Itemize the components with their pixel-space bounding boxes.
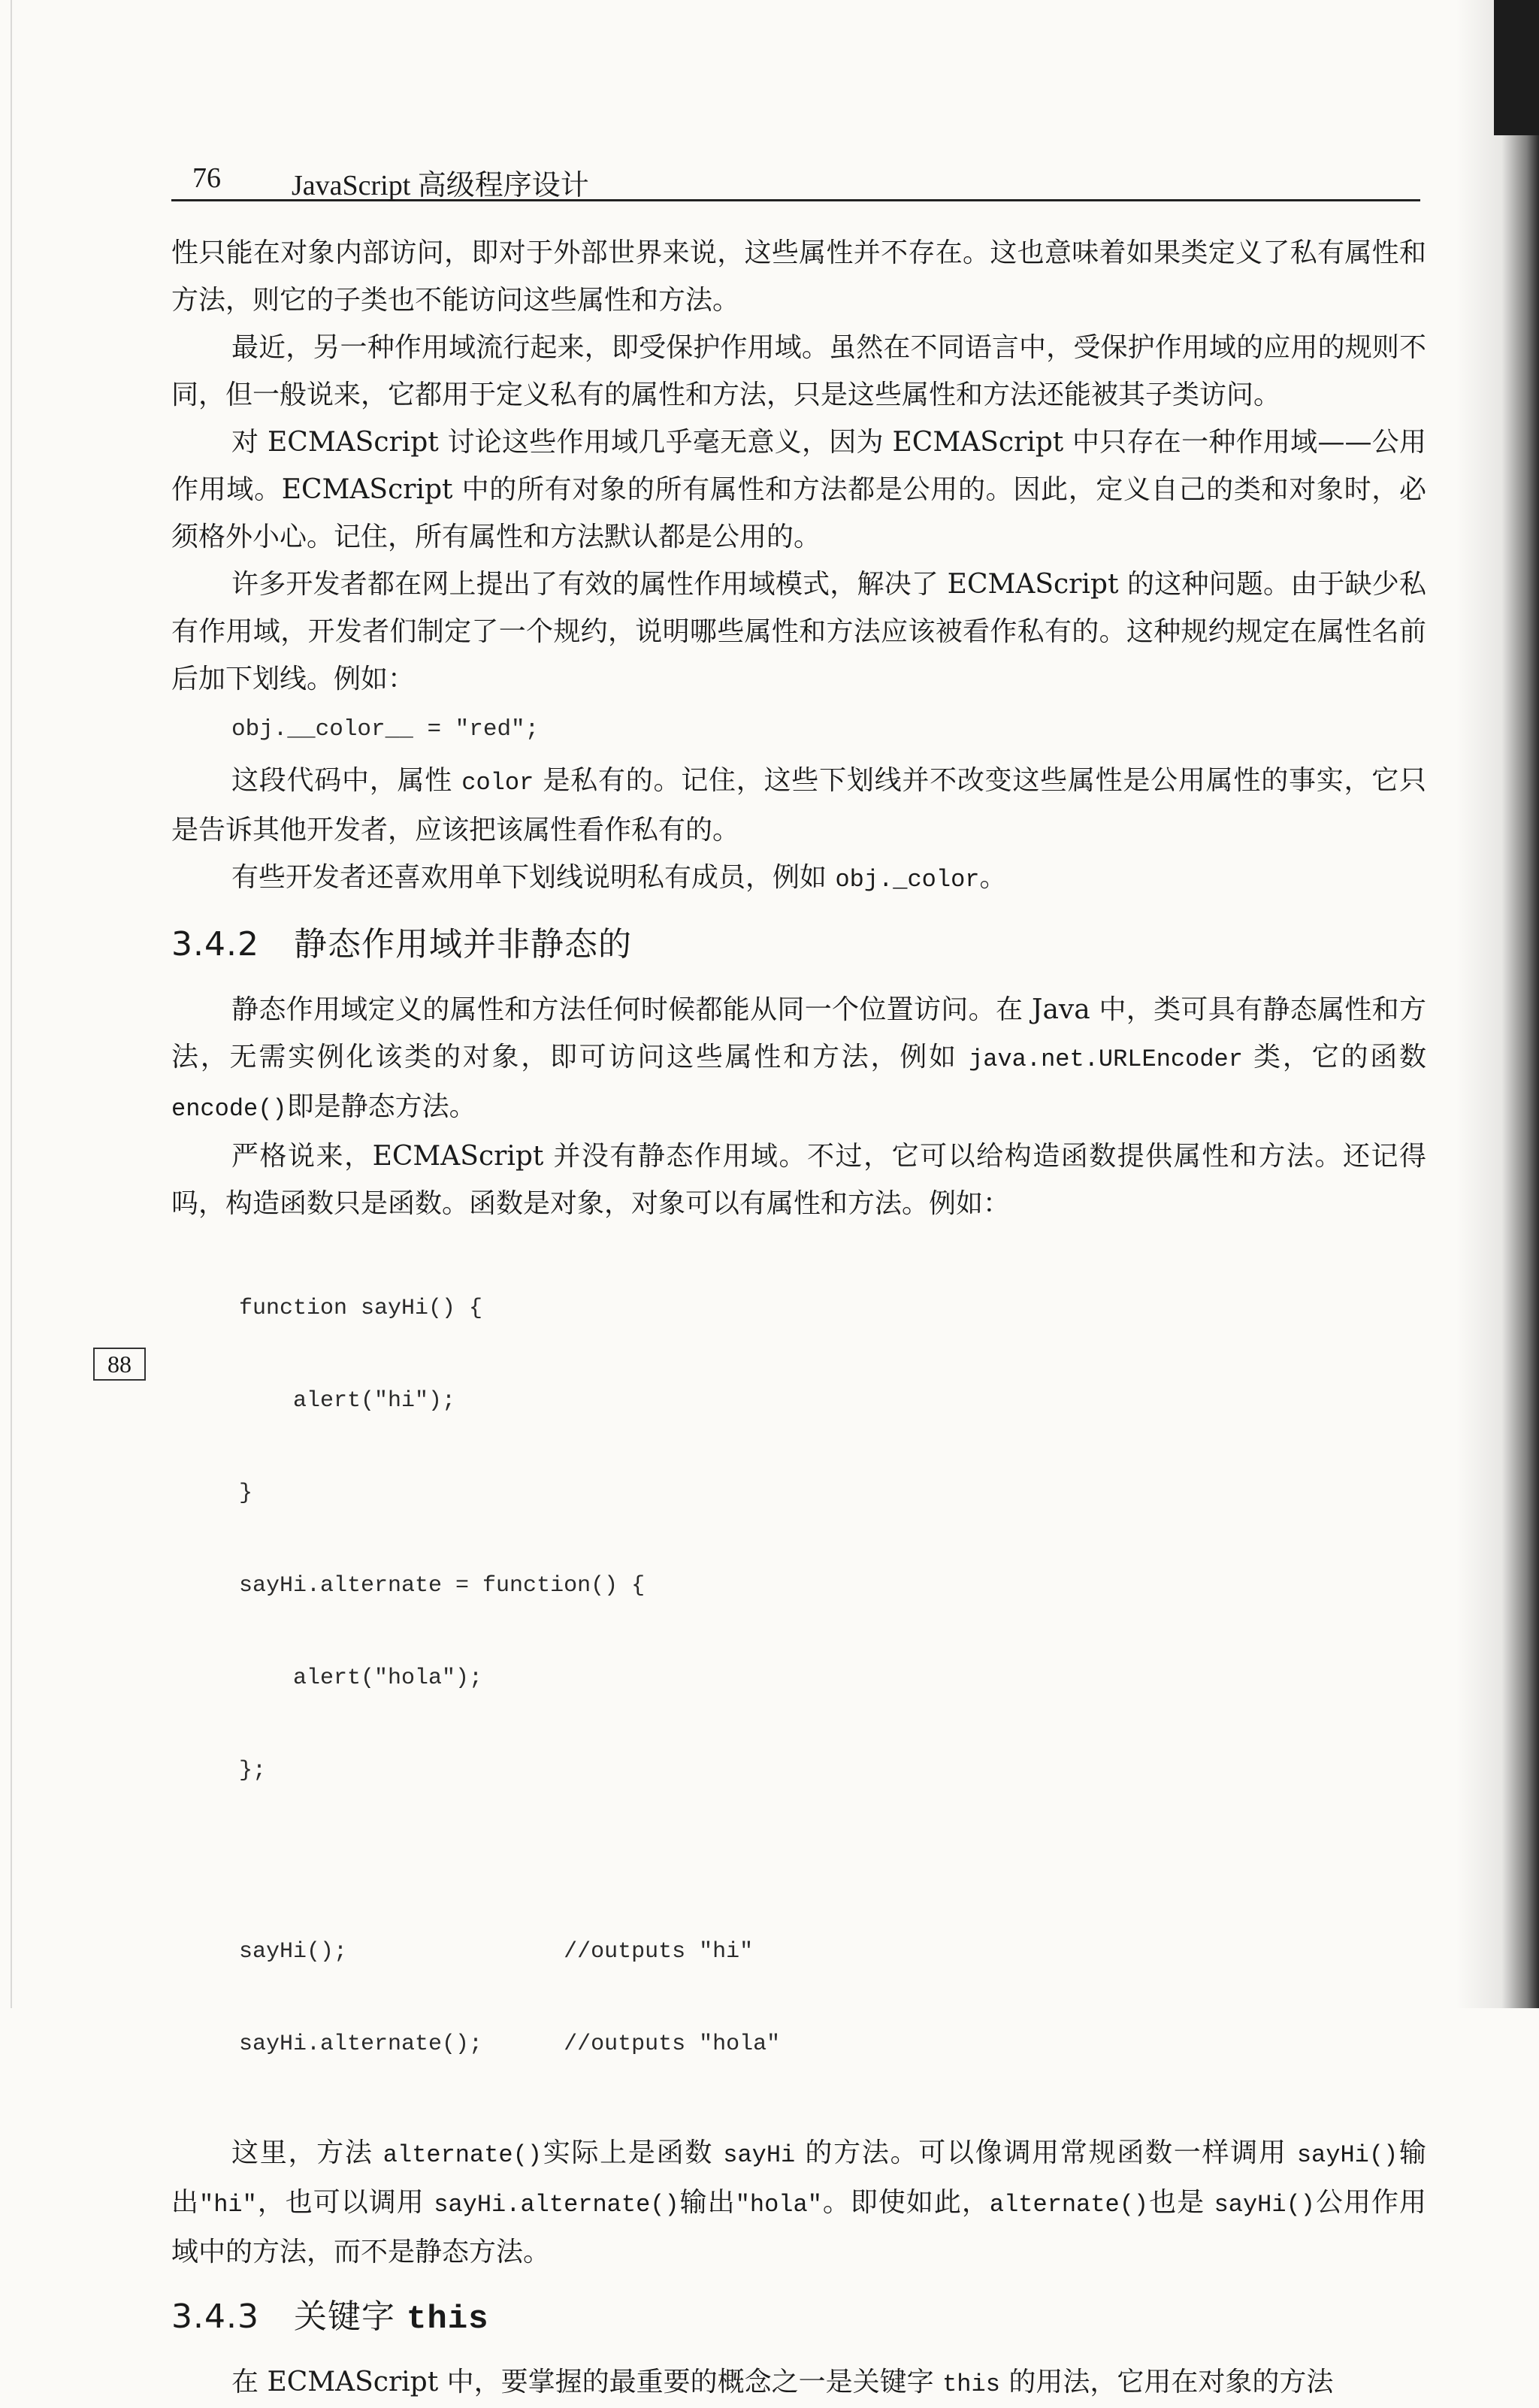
code-block (239, 1232, 1426, 2122)
text-run: 即是静态方法。 (286, 1091, 476, 1122)
running-header (171, 154, 1420, 201)
text-run: 也是 (1148, 2187, 1214, 2218)
inline-code: "hi" (199, 2191, 257, 2219)
paragraph: 严格说来，ECMAScript 并没有静态作用域。不过，它可以给构造函数提供属性和方法。还记得吗，构造函数只是函数。函数是对象，对象可以有属性和方法。例如： (171, 1141, 1426, 1219)
inline-code: encode() (171, 1095, 287, 1123)
margin-page-reference: 88 (93, 1348, 146, 1381)
code-line: sayHi.alternate(); //outputs "hola" (239, 2031, 781, 2057)
inline-code: "hola" (735, 2191, 822, 2219)
inline-code: sayHi (723, 2141, 796, 2169)
text-run: 是私有的。记住，这些下划线并不改变这些属性是公用属性的事实，它只是告诉其他开发者，应该把该属性看作私有的。 (171, 765, 1426, 846)
text-run: ，也可以调用 (256, 2187, 434, 2218)
code-line: sayHi(); //outputs "hi" (239, 1939, 754, 1965)
inline-code: sayHi.alternate() (434, 2191, 679, 2219)
text-run: 有些开发者还喜欢用单下划线说明私有成员，例如 (231, 862, 836, 893)
code-blank-line (239, 1848, 1426, 1875)
section-title: 静态作用域并非静态的 (293, 925, 632, 964)
section-heading-3-4-2 (171, 903, 1426, 986)
book-title: JavaScript 高级程序设计 (292, 170, 589, 201)
inline-code: sayHi() (1296, 2141, 1398, 2169)
code-line: }; (239, 1758, 267, 1783)
text-run: 在 ECMAScript 中，要掌握的最重要的概念之一是关键字 (231, 2367, 943, 2397)
paragraph: 最近，另一种作用域流行起来，即受保护作用域。虽然在不同语言中，受保护作用域的应用的规则不同，但一般说来，它都用于定义私有的属性和方法，只是这些属性和方法还能被其子类访问。 (171, 332, 1426, 410)
text-run: 输出 (679, 2187, 736, 2218)
inline-code: color (461, 769, 534, 797)
page-body (171, 229, 1426, 2408)
paragraph (171, 757, 1426, 854)
inline-code: obj._color (835, 866, 980, 894)
inline-code: alternate() (382, 2141, 543, 2169)
paragraph: 性只能在对象内部访问，即对于外部世界来说，这些属性并不存在。这也意味着如果类定义了私有属性和方法，则它的子类也不能访问这些属性和方法。 (171, 237, 1426, 316)
inline-code: sayHi() (1214, 2191, 1315, 2219)
code-line: function sayHi() { (239, 1296, 483, 1321)
code-line: } (239, 1481, 253, 1506)
code-line: alert("hi"); (239, 1388, 456, 1414)
code-line: sayHi.alternate = function() { (239, 1573, 646, 1599)
text-run: 输出 (171, 2137, 1426, 2218)
text-run: 的用法，它用在对象的方法 (999, 2367, 1334, 2397)
text-run: 的方法。可以像调用常规函数一样调用 (795, 2137, 1297, 2168)
section-number: 3.4.2 (171, 925, 259, 964)
book-spine-shadow (1456, 0, 1539, 2008)
text-run: 实际上是函数 (542, 2137, 724, 2168)
scan-left-edge (11, 0, 12, 2008)
text-run: 类，它的函数 (1242, 1042, 1426, 1072)
section-title-code: this (406, 2301, 489, 2338)
text-run: 静态作用域定义的属性和方法任何时候都能从同一个位置访问。在 Java 中，类可具有静态属性和方法，无需实例化该类的对象，即可访问这些属性和方法，例如 (171, 994, 1426, 1072)
paragraph: 对 ECMAScript 讨论这些作用域几乎毫无意义，因为 ECMAScript 中只存在一种作用域——公用作用域。ECMAScript 中的所有对象的所有属性和方法都是公用的。因此，定义自己的类和对象时，必须格外小心。记住，所有属性和方法默认都是公用的。 (171, 427, 1426, 552)
text-run: 。即使如此， (821, 2187, 990, 2218)
paragraph: 许多开发者都在网上提出了有效的属性作用域模式，解决了 ECMAScript 的这种问题。由于缺少私有作用域，开发者们制定了一个规约，说明哪些属性和方法应该被看作私有的。这种规约规定在属性名前后加下划线。例如： (171, 569, 1426, 694)
inline-code: this (942, 2370, 1000, 2398)
paragraph (171, 854, 1426, 903)
section-heading-3-4-3 (171, 2276, 1426, 2358)
inline-code: alternate() (989, 2191, 1149, 2219)
section-number: 3.4.3 (171, 2298, 259, 2336)
paragraph (171, 986, 1426, 1133)
text-run: 这段代码中，属性 (231, 765, 462, 796)
page-number: 76 (192, 162, 221, 194)
text-run: 。 (979, 862, 1007, 893)
book-spine-dark-corner (1494, 0, 1539, 135)
code-line: alert("hola"); (239, 1665, 483, 1691)
paragraph (171, 2358, 1426, 2408)
code-snippet: obj.__color__ = "red"; (231, 716, 540, 743)
section-title: 关键字 (293, 2298, 407, 2336)
paragraph (171, 2129, 1426, 2276)
inline-code: java.net.URLEncoder (969, 1045, 1243, 1073)
text-run: 这里，方法 (231, 2137, 383, 2168)
text-run: 公用作用域中的方法，而不是静态方法。 (171, 2187, 1426, 2267)
